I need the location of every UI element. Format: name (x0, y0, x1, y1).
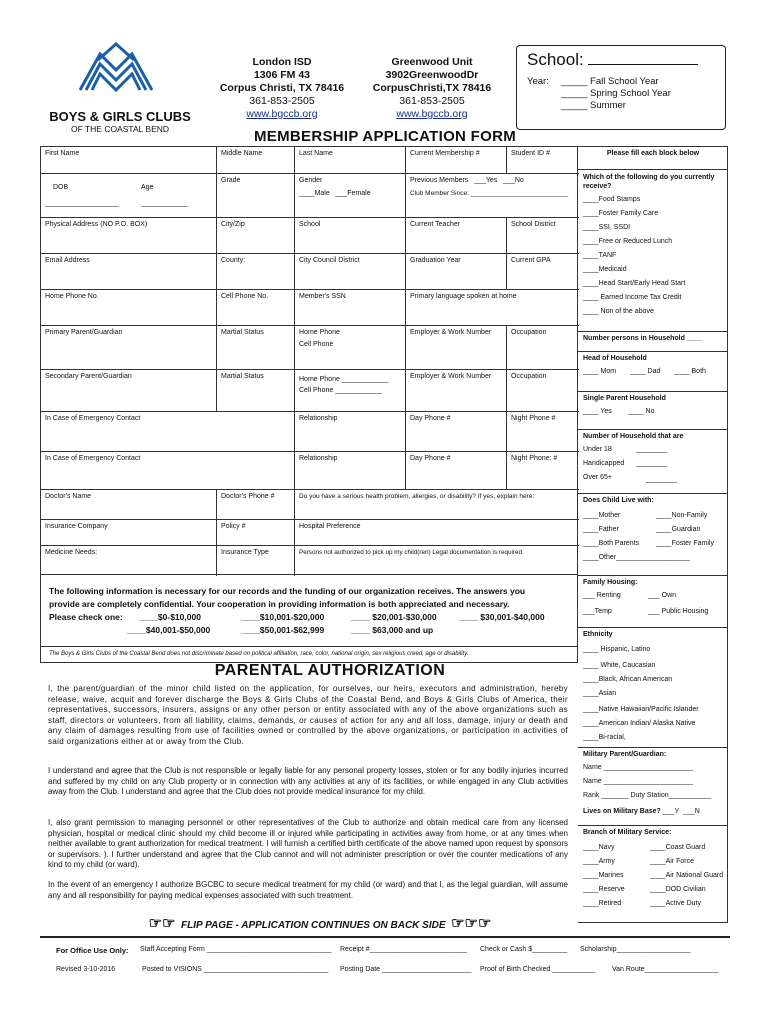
doctor-phone-field[interactable]: Doctor's Phone # (216, 490, 294, 519)
branch-option[interactable]: ____Retired (583, 900, 622, 907)
single-yes-option[interactable]: ____ Yes (583, 408, 612, 415)
unauthorized-persons-field[interactable]: Persons not authorized to pick up my child(ren) Legal documentation is required. (294, 546, 579, 576)
lives-both-option[interactable]: ____Both Parents (583, 540, 640, 547)
van-route-field[interactable]: Van Route___________________ (612, 966, 719, 973)
benefit-option[interactable]: ____Free or Reduced Lunch (583, 238, 673, 245)
handicapped-field[interactable]: ________ (636, 460, 668, 467)
insurance-type-field[interactable]: Insurance Type (216, 546, 294, 576)
lives-with-section (578, 493, 728, 575)
emergency-contact-1-field[interactable]: In Case of Emergency Contact (45, 415, 141, 422)
ethnicity-option[interactable]: ____Bi-racial, (583, 734, 626, 741)
handicapped-label: Handicapped (583, 460, 625, 467)
grid-row (41, 545, 579, 576)
location-phone: 361-853-2505 (249, 95, 315, 107)
income-section (40, 575, 578, 647)
over-65-label: Over 65+ (583, 474, 612, 481)
grid-row (41, 173, 579, 217)
parental-authorization-title: PARENTAL AUTHORIZATION (214, 662, 446, 679)
emergency-day-phone-1-field[interactable]: Day Phone # (405, 412, 506, 451)
nondiscrimination-note: The Boys & Girls Clubs of the Coastal Bend does not discriminate based on political affiliation, race, color, national origin, sex religious creed, age or disability. (40, 647, 578, 663)
student-id-field[interactable]: Student ID # (506, 147, 579, 173)
benefit-option[interactable]: ____Head Start/Early Head Start (583, 280, 686, 287)
previous-yes-option[interactable]: ___Yes (474, 177, 498, 184)
grid-row (41, 147, 579, 173)
grid-row (41, 325, 579, 369)
release-paragraph: I, the parent/guardian of the minor child listed on the application, for ourselves, our heirs, executors and administration, hereby release, waive, acquit and forever discharge the Boys & Girls Clubs of the Coastal Bend, and Boys & Girls Clubs of America, their representatives, successors, insurers, assigns or any other person or entity associated with any of the above organizations such as staff, directors or volunteers, from all liability, claims, demands, or causes of action for any and all loss, damage, injury or death and any claim of damages resulting from use of facilities owned or controlled by the above organizations, or participation in activities of said organizations either at or away from the Club. (48, 684, 568, 746)
side-header-label: Please fill each block below (606, 150, 700, 157)
secondary-cell-phone-field[interactable]: Cell Phone ____________ (299, 387, 382, 394)
medicine-needs-field[interactable]: Medicine Needs: (45, 549, 98, 556)
gender-female-option[interactable]: ___Female (335, 190, 371, 197)
secondary-occupation-field[interactable]: Occupation (506, 370, 579, 411)
emergency-relationship-2-field[interactable]: Relationship (294, 452, 405, 489)
grid-row (41, 411, 579, 451)
grid-row (41, 369, 579, 411)
branch-option[interactable]: ____Air National Guard (650, 872, 724, 879)
benefit-option[interactable]: ____Foster Family Care (583, 210, 659, 217)
ethnicity-section (578, 627, 728, 747)
school-year-box (516, 45, 726, 130)
email-field[interactable]: Email Address (45, 257, 90, 264)
gender-label: Gender (299, 177, 323, 184)
doctor-name-field[interactable]: Doctor's Name (45, 493, 92, 500)
age-label: Age (141, 184, 154, 191)
previous-member-cell (405, 174, 579, 217)
member-since-field[interactable]: Club Member Since: ___________________________ (410, 190, 569, 197)
school-district-field[interactable]: School District (506, 218, 579, 253)
emergency-paragraph: In the event of an emergency I authorize BGCBC to secure medical treatment for my child (or ward) and that I, as the legal guardian, will assume any and all responsibility for paying medical expenses associated with such treatment. (48, 880, 568, 900)
lives-father-option[interactable]: ____Father (583, 526, 619, 533)
dob-label: DOB (53, 184, 69, 191)
graduation-year-field[interactable]: Graduation Year (405, 254, 506, 289)
language-field[interactable]: Primary language spoken at home (405, 290, 579, 325)
pointing-hand-icon: ☞☞ (148, 915, 176, 932)
dob-field[interactable]: ___________________ (45, 200, 119, 207)
location-phone: 361-853-2505 (399, 95, 465, 107)
benefit-option[interactable]: ____ Non of the above (583, 308, 654, 315)
under-18-field[interactable]: ________ (636, 446, 668, 453)
housing-renting-option[interactable]: ___ Renting (583, 592, 621, 599)
location-address: 1306 FM 43 (253, 69, 311, 81)
revised-date: Revised 3-10-2016 (56, 966, 116, 973)
hoh-both-option[interactable]: ____ Both (674, 368, 706, 375)
middle-name-field[interactable]: Middle Name (216, 147, 294, 173)
office-use-label: For Office Use Only: (56, 946, 129, 955)
location-address: 3902GreenwoodDr (385, 69, 479, 81)
location-city: Corpus Christi, TX 78416 (219, 82, 345, 94)
receipt-field[interactable]: Receipt #_________________________ (340, 946, 467, 953)
location-url[interactable]: www.bgccb.org (246, 108, 318, 120)
dob-age-cell (41, 174, 216, 217)
ethnicity-label: Ethnicity (583, 631, 613, 638)
primary-employer-field[interactable]: Employer & Work Number (405, 326, 506, 369)
location-url[interactable]: www.bgccb.org (396, 108, 468, 120)
income-intro-line: provide are completely confidential. Your cooperation in providing information is both appreciated and necessary. (49, 599, 510, 609)
grid-row (41, 217, 579, 253)
primary-guardian-field[interactable]: Primary Parent/Guardian (45, 329, 123, 336)
grid-row (41, 289, 579, 325)
branch-section (578, 825, 728, 924)
previous-members-label: Previous Members (410, 177, 469, 184)
lives-with-label: Does Child Live with: (583, 497, 654, 504)
military-rank-field[interactable]: Rank _______ Duty Station___________ (583, 792, 712, 799)
grade-field[interactable]: Grade (216, 174, 294, 217)
household-counts-section (578, 429, 728, 493)
school-name-field[interactable]: School (294, 218, 405, 253)
housing-own-option[interactable]: ___ Own (648, 592, 677, 599)
club-logo-mark (40, 40, 200, 108)
emergency-night-phone-2-field[interactable]: Night Phone: # (506, 452, 579, 489)
location-london (212, 56, 352, 121)
ethnicity-option[interactable]: ____ White, Caucasian (583, 662, 656, 669)
year-label: Year: (527, 76, 549, 87)
military-base-no-option[interactable]: ___N (683, 808, 700, 815)
grid-row (41, 451, 579, 489)
grid-row (41, 253, 579, 289)
emergency-night-phone-1-field[interactable]: Night Phone # (506, 412, 579, 451)
form-title: MEMBERSHIP APPLICATION FORM (254, 128, 516, 145)
income-check-label: Please check one: (49, 612, 123, 622)
membership-number-field[interactable]: Current Membership # (405, 147, 506, 173)
ethnicity-option[interactable]: ____Native Hawaiian/Pacific Islander (583, 706, 699, 713)
ssn-field[interactable]: Member's SSN (294, 290, 405, 325)
branch-option[interactable]: ____Air Force (650, 858, 694, 865)
location-city: CorpusChristi,TX 78416 (372, 82, 492, 94)
insurance-company-field[interactable]: Insurance Company (45, 523, 108, 530)
gpa-field[interactable]: Current GPA (506, 254, 579, 289)
branch-option[interactable]: ____Marines (583, 872, 624, 879)
income-option[interactable]: ____ $20,001-$30,000 (351, 612, 437, 622)
address-field[interactable]: Physical Address (NO P.O. BOX) (45, 221, 148, 228)
location-name: London ISD (252, 56, 312, 68)
cell-phone-field[interactable]: Cell Phone No. (216, 290, 294, 325)
secondary-marital-field[interactable]: Martial Status (216, 370, 294, 411)
teacher-field[interactable]: Current Teacher (405, 218, 506, 253)
city-zip-field[interactable]: City/Zip (216, 218, 294, 253)
gender-cell (294, 174, 405, 217)
housing-temp-option[interactable]: ___Temp (583, 608, 612, 615)
military-base-yes-option[interactable]: ___Y (662, 808, 680, 815)
income-option[interactable]: ____$40,001-$50,000 (127, 625, 211, 635)
benefit-option[interactable]: ____SSI, SSDI (583, 224, 631, 231)
lives-nonfamily-option[interactable]: ____Non-Family (656, 512, 708, 519)
pointing-hand-icon: ☞☞☞ (451, 915, 492, 932)
liability-paragraph: I understand and agree that the Club is not responsible or legally liable for any personal property losses, stolen or for any bodily injuries incurred and suffered by my child on any Club property or in connection with any activities at any of its facilities, or while engaged in any Club activities away from the Club. I understand and agree that the Club does not provide medical insurance for my child. (48, 766, 568, 796)
secondary-home-phone-field[interactable]: Home Phone ____________ (299, 376, 389, 383)
org-name: BOYS & GIRLS CLUBS (49, 109, 191, 124)
military-base-label: Lives on Military Base? (583, 808, 661, 815)
emergency-contact-2-field[interactable]: In Case of Emergency Contact (45, 455, 141, 462)
head-of-household-section (578, 351, 728, 391)
single-no-option[interactable]: ____ No (628, 408, 655, 415)
lives-other-option[interactable]: ____Other___________________ (583, 554, 691, 561)
primary-home-phone-field[interactable]: Home Phone (299, 329, 340, 336)
age-field[interactable]: ____________ (141, 200, 188, 207)
military-name-field[interactable]: Name _______________________ (583, 778, 694, 785)
year-option-summer[interactable]: _____ Summer (561, 100, 626, 111)
household-counts-label: Number of Household that are (583, 433, 684, 440)
household-panel (578, 146, 728, 923)
benefit-option[interactable]: ____ Earned Income Tax Credit (583, 294, 682, 301)
single-parent-label: Single Parent Household (583, 395, 666, 402)
office-use-section (40, 936, 730, 980)
lives-mother-option[interactable]: ____Mother (583, 512, 621, 519)
org-subtitle: OF THE COASTAL BEND (70, 124, 170, 134)
benefits-section (578, 169, 728, 331)
council-district-field[interactable]: City Council District (294, 254, 405, 289)
branch-option[interactable]: ____Coast Guard (650, 844, 706, 851)
lives-guardian-option[interactable]: ____Guardian (656, 526, 701, 533)
ethnicity-option[interactable]: ____Asian (583, 690, 617, 697)
school-label: School: (527, 50, 584, 69)
birth-checked-field[interactable]: Proof of Birth Checked ___________ (480, 966, 596, 973)
military-label: Military Parent/Guardian: (583, 751, 667, 758)
flip-page-notice (110, 914, 530, 932)
location-name: Greenwood Unit (391, 56, 473, 68)
primary-occupation-field[interactable]: Occupation (506, 326, 579, 369)
applicant-grid (40, 146, 578, 575)
health-problem-field[interactable]: Do you have a serious health problem, allergies, or disability? If yes, explain here: (294, 490, 579, 519)
income-option[interactable]: ____ $30,001-$40,000 (459, 612, 545, 622)
military-name-field[interactable]: Name _______________________ (583, 764, 694, 771)
income-intro-line: The following information is necessary for our records and the funding of our organization receives. The answers you (49, 586, 526, 596)
income-option[interactable]: ____$50,001-$62,999 (241, 625, 325, 635)
posted-visions-field[interactable]: Posted to VISIONS ________________________________ (142, 966, 329, 973)
side-header (578, 147, 728, 169)
previous-no-option[interactable]: ___No (503, 177, 524, 184)
benefit-option[interactable]: ____Food Stamps (583, 196, 641, 203)
housing-section (578, 575, 728, 627)
housing-label: Family Housing: (583, 579, 638, 586)
under-18-label: Under 18 (583, 446, 612, 453)
club-logo (40, 40, 200, 132)
benefit-option[interactable]: ____TANF (583, 252, 617, 259)
grid-row (41, 489, 579, 519)
staff-accepting-field[interactable]: Staff Accepting Form ________________________________ (140, 946, 332, 953)
posting-date-field[interactable]: Posting Date _______________________ (340, 966, 472, 973)
income-option[interactable]: ____$10,001-$20,000 (241, 612, 325, 622)
primary-cell-phone-field[interactable]: Cell Phone (299, 341, 334, 348)
policy-number-field[interactable]: Policy # (216, 520, 294, 545)
secondary-employer-field[interactable]: Employer & Work Number (405, 370, 506, 411)
housing-public-option[interactable]: ___ Public Housing (648, 608, 709, 615)
persons-section (578, 331, 728, 351)
hospital-preference-field[interactable]: Hospital Preference (294, 520, 579, 545)
secondary-guardian-field[interactable]: Secondary Parent/Guardian (45, 373, 132, 380)
lives-foster-option[interactable]: ____Foster Family (656, 540, 714, 547)
over-65-field[interactable]: ________ (646, 476, 678, 483)
year-option-spring[interactable]: _____ Spring School Year (561, 88, 671, 99)
head-of-household-label: Head of Household (583, 355, 647, 362)
income-option[interactable]: ____$0-$10,000 (139, 612, 201, 622)
benefit-option[interactable]: ____Medicaid (583, 266, 627, 273)
branch-label: Branch of Military Service: (583, 829, 672, 836)
first-name-field[interactable]: First Name (45, 150, 80, 157)
ethnicity-option[interactable]: ____Black, African American (583, 676, 673, 683)
home-phone-field[interactable]: Home Phone No. (45, 293, 99, 300)
persons-in-household-field[interactable]: Number persons in Household ____ (583, 335, 703, 342)
primary-phones-cell (294, 326, 405, 369)
branch-option[interactable]: ____Navy (583, 844, 615, 851)
branch-option[interactable]: ____Reserve (583, 886, 625, 893)
scholarship-field[interactable]: Scholarship___________________ (580, 946, 691, 953)
branch-option[interactable]: ____Army (583, 858, 615, 865)
hoh-dad-option[interactable]: ____ Dad (630, 368, 661, 375)
school-field[interactable] (588, 51, 698, 65)
primary-marital-field[interactable]: Martial Status (216, 326, 294, 369)
single-parent-section (578, 391, 728, 429)
military-section (578, 747, 728, 825)
gender-male-option[interactable]: ____Male (299, 190, 330, 197)
branch-option[interactable]: ____DOD Civilian (650, 886, 706, 893)
branch-option[interactable]: ____Active Duty (650, 900, 701, 907)
medical-permission-paragraph: I, also grant permission to managing personnel or other representatives of the Club to authorize and obtain medical care from any licensed physician, hospital or medical clinic should my child become ill or injured while participating in activities away from home, or at any times when neither available to grant authorization for medical treatment. I will furnish a certified birth certificate of the above named upon request by sponsors or supervisors. ). I further understand and agree that the Club cannot and will not administer prescription or over the counter medications of any kind to my child (or ward). (48, 818, 568, 869)
flip-page-text: FLIP PAGE - APPLICATION CONTINUES ON BACK SIDE (181, 920, 446, 931)
benefits-question: Which of the following do you currently receive? (583, 174, 715, 190)
emergency-relationship-1-field[interactable]: Relationship (294, 412, 405, 451)
emergency-day-phone-2-field[interactable]: Day Phone # (405, 452, 506, 489)
last-name-field[interactable]: Last Name (294, 147, 405, 173)
ethnicity-option[interactable]: ____American Indian/ Alaska Native (583, 720, 696, 727)
ethnicity-option[interactable]: ____ Hispanic, Latino (583, 646, 651, 653)
check-cash-field[interactable]: Check or Cash $_________ (480, 946, 568, 953)
secondary-phones-cell (294, 370, 405, 411)
hoh-mom-option[interactable]: ____ Mom (583, 368, 617, 375)
location-greenwood (362, 56, 502, 121)
county-field[interactable]: County: (216, 254, 294, 289)
year-option-fall[interactable]: _____ Fall School Year (561, 76, 659, 87)
income-option[interactable]: ____ $63,000 and up (351, 625, 434, 635)
grid-row (41, 519, 579, 545)
